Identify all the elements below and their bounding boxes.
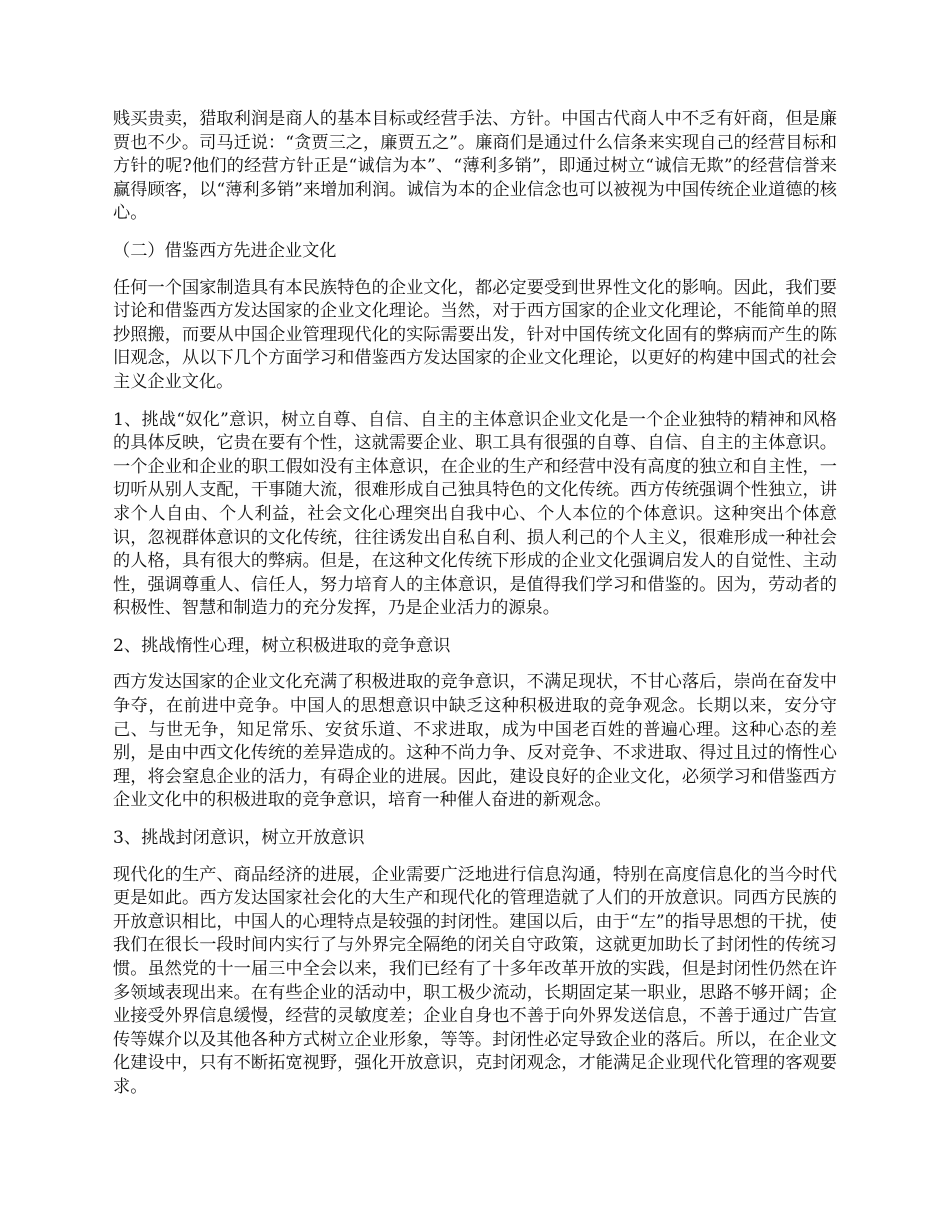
paragraph-subject-consciousness: 1、挑战“奴化”意识，树立自尊、自信、自主的主体意识企业文化是一个企业独特的精神和风格的具体反映，它贵在要有个性，这就需要企业、职工具有很强的自尊、自信、自主的主体意识。一个企业和企业的职工假如没有主体意识，在企业的生产和经营中没有高度的独立和自主性，一切听从别人支配，干事随大流，很难形成自己独具特色的文化传统。西方传统强调个性独立，讲求个人自由、个人利益，社会文化心理突出自我中心、个人本位的个体意识。这种突出个体意识，忽视群体意识的文化传统，往往诱发出自私自利、损人利己的个人主义，很难形成一种社会的人格，具有很大的弊病。但是，在这种文化传统下形成的企业文化强调启发人的自觉性、主动性，强调尊重人、信任人，努力培育人的主体意识，是值得我们学习和借鉴的。因为，劳动者的积极性、智慧和制造力的充分发挥，乃是企业活力的源泉。 — [113, 409, 837, 619]
paragraph-openness: 现代化的生产、商品经济的进展，企业需要广泛地进行信息沟通，特别在高度信息化的当今时代更是如此。西方发达国家社会化的大生产和现代化的管理造就了人们的开放意识。同西方民族的开放意识相比，中国人的心理特点是较强的封闭性。建国以后，由于“左”的指导思想的干扰，使我们在很长一段时间内实行了与外界完全隔绝的闭关自守政策，这就更加助长了封闭性的传统习惯。虽然党的十一届三中全会以来，我们已经有了十多年改革开放的实践，但是封闭性仍然在许多领域表现出来。在有些企业的活动中，职工极少流动，长期固定某一职业，思路不够开阔；企业接受外界信息缓慢，经营的灵敏度差；企业自身也不善于向外界发送信息，不善于通过广告宣传等媒介以及其他各种方式树立企业形象，等等。封闭性必定导致企业的落后。所以，在企业文化建设中，只有不断拓宽视野，强化开放意识，克封闭观念，才能满足企业现代化管理的客观要求。 — [113, 864, 837, 1097]
document-body — [113, 108, 837, 1114]
section-heading-competition: 2、挑战惰性心理，树立积极进取的竞争意识 — [113, 635, 451, 656]
paragraph-competition: 西方发达国家的企业文化充满了积极进取的竞争意识，不满足现状，不甘心落后，崇尚在奋发中争夺，在前进中竞争。中国人的思想意识中缺乏这种积极进取的竞争观念。长期以来，安分守己、与世无争，知足常乐、安贫乐道、不求进取，成为中国老百姓的普遍心理。这种心态的差别，是由中西文化传统的差异造成的。这种不尚力争、反对竞争、不求进取、得过且过的惰性心理，将会窒息企业的活力，有碍企业的进展。因此，建设良好的企业文化，必须学习和借鉴西方企业文化中的积极进取的竞争意识，培育一种催人奋进的新观念。 — [113, 672, 837, 811]
section-heading-openness: 3、挑战封闭意识，树立开放意识 — [113, 828, 365, 849]
paragraph-western-influence: 任何一个国家制造具有本民族特色的企业文化，都必定要受到世界性文化的影响。因此，我们要讨论和借鉴西方发达国家的企业文化理论。当然，对于西方国家的企业文化理论，不能简单的照抄照搬，而要从中国企业管理现代化的实际需要出发，针对中国传统文化固有的弊病而产生的陈旧观念，从以下几个方面学习和借鉴西方发达国家的企业文化理论，以更好的构建中国式的社会主义企业文化。 — [113, 277, 837, 392]
paragraph-merchant-integrity: 贱买贵卖，猎取利润是商人的基本目标或经营手法、方针。中国古代商人中不乏有奸商，但是廉贾也不少。司马迁说：“贪贾三之，廉贾五之”。廉商们是通过什么信条来实现自己的经营目标和方针的呢?他们的经营方针正是“诚信为本”、“薄利多销”，即通过树立“诚信无欺”的经营信誉来赢得顾客，以“薄利多销”来增加利润。诚信为本的企业信念也可以被视为中国传统企业道德的核心。 — [113, 109, 837, 224]
section-heading-western-culture: （二）借鉴西方先进企业文化 — [113, 240, 337, 261]
